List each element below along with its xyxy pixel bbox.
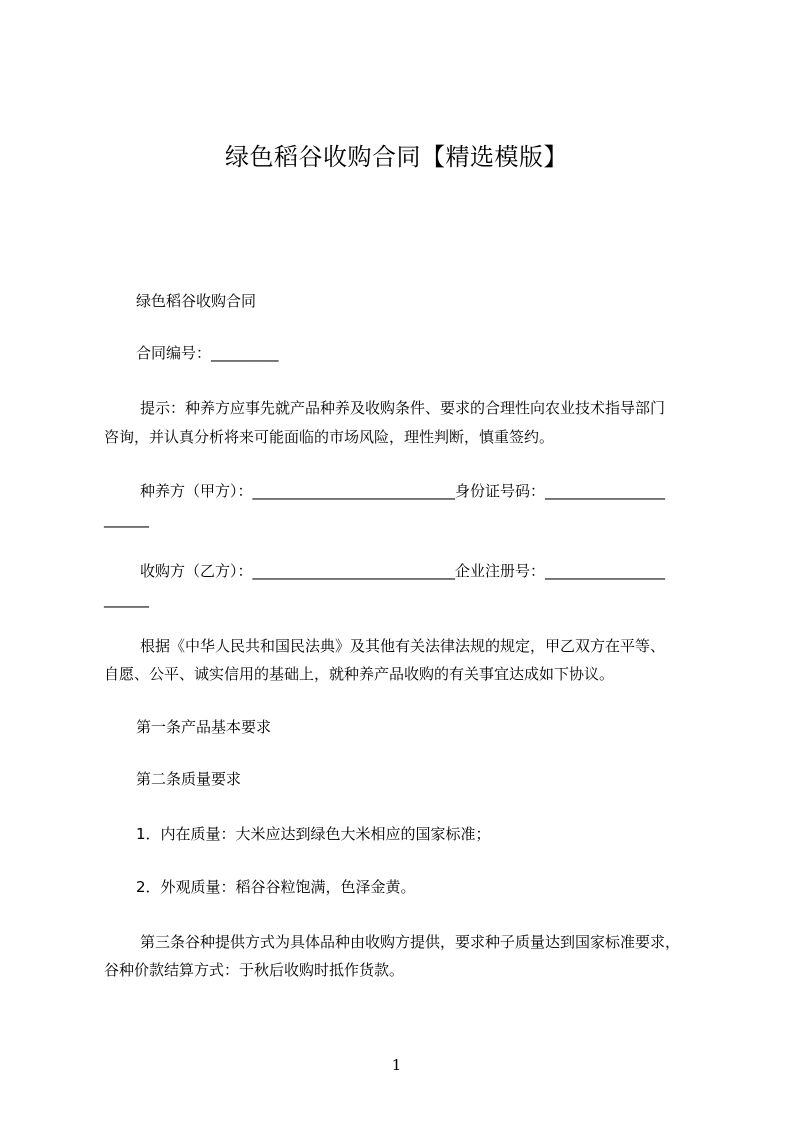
quality-inner-item: 1．内在质量：大米应达到绿色大米相应的国家标准； bbox=[136, 825, 491, 843]
contract-number: 合同编号：_________ bbox=[136, 344, 279, 362]
party-b-line-1: 收购方（乙方）：___________________________企业注册号：________________ bbox=[140, 562, 666, 580]
page-number: 1 bbox=[391, 1056, 402, 1074]
contract-subtitle: 绿色稻谷收购合同 bbox=[136, 292, 257, 310]
article-3-line-1: 第三条谷种提供方式为具体品种由收购方提供，要求种子质量达到国家标准要求， bbox=[140, 933, 681, 951]
article-1-heading: 第一条产品基本要求 bbox=[136, 718, 272, 736]
article-2-heading: 第二条质量要求 bbox=[136, 770, 242, 788]
article-3-line-2: 谷种价款结算方式：于秋后收购时抵作货款。 bbox=[104, 961, 405, 979]
party-a-line-2: ______ bbox=[104, 510, 149, 528]
document-title: 绿色稻谷收购合同【精选模版】 bbox=[225, 143, 568, 171]
tip-paragraph-line-2: 咨询，并认真分析将来可能面临的市场风险，理性判断，慎重签约。 bbox=[104, 428, 555, 446]
party-b-line-2: ______ bbox=[104, 590, 149, 608]
quality-outer-item: 2．外观质量：稻谷谷粒饱满，色泽金黄。 bbox=[136, 878, 416, 896]
party-a-line-1: 种养方（甲方）：___________________________身份证号码：________________ bbox=[140, 482, 666, 500]
legal-basis-line-2: 自愿、公平、诚实信用的基础上，就种养产品收购的有关事宜达成如下协议。 bbox=[104, 665, 615, 683]
tip-paragraph-line-1: 提示：种养方应事先就产品种养及收购条件、要求的合理性向农业技术指导部门 bbox=[140, 399, 666, 417]
legal-basis-line-1: 根据《中华人民共和国民法典》及其他有关法律法规的规定，甲乙双方在平等、 bbox=[140, 637, 666, 655]
